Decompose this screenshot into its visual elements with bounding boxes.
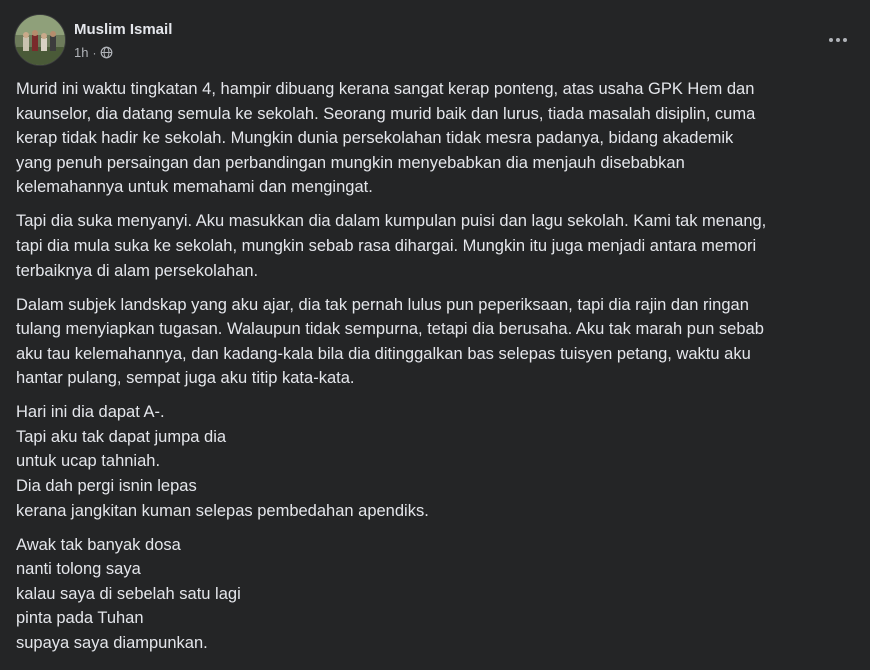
text-line: yang penuh persaingan dan perbandingan mungkin menyebabkan dia menjauh disebabkan [16,153,685,172]
text-line: kerana jangkitan kuman selepas pembedahan apendiks. [16,501,429,520]
text-line: hantar pulang, sempat juga aku titip kata-kata. [16,369,355,388]
more-options-button[interactable] [820,26,856,54]
author-name[interactable]: Muslim Ismail [74,21,173,38]
text-line: Murid ini waktu tingkatan 4, hampir dibuang kerana sangat kerap ponteng, atas usaha GPK Hem dan [16,80,755,98]
post-meta [74,45,113,60]
paragraph [16,400,852,523]
globe-icon[interactable] [100,46,113,59]
text-line: Tapi dia suka menyanyi. Aku masukkan dia dalam kumpulan puisi dan lagu sekolah. Kami tak menang, [16,212,767,231]
post-body [16,77,852,665]
text-line: Dalam subjek landskap yang aku ajar, dia tak pernah lulus pun peperiksaan, tapi dia rajin dan ringan [16,295,749,314]
meta-separator: · [92,45,97,60]
text-line: kerap tidak hadir ke sekolah. Mungkin dunia persekolahan tidak mesra padanya, bidang akademik [16,129,734,148]
more-horizontal-icon [829,38,833,42]
paragraph [16,209,852,283]
paragraph [16,533,852,656]
text-line: Tapi aku tak dapat jumpa dia [16,427,227,446]
paragraph [16,77,852,200]
more-horizontal-icon [836,38,840,42]
text-line: aku tau kelemahannya, dan kadang-kala bila dia ditinggalkan bas selepas tuisyen petang, waktu aku [16,344,751,363]
text-line: tulang menyiapkan tugasan. Walaupun tidak sempurna, tetapi dia berusaha. Aku tak marah pun sebab [16,320,764,339]
avatar[interactable] [14,14,66,66]
text-line: Awak tak banyak dosa [16,535,181,554]
text-line: untuk ucap tahniah. [16,452,161,471]
text-line: supaya saya diampunkan. [16,634,208,653]
text-line: Dia dah pergi isnin lepas [16,477,197,496]
text-line: kelemahannya untuk memahami dan mengingat. [16,178,373,197]
post-header [14,14,856,66]
text-line: nanti tolong saya [16,560,141,579]
text-line: kalau saya di sebelah satu lagi [16,584,241,603]
text-line: tapi dia mula suka ke sekolah, mungkin sebab rasa dihargai. Mungkin itu juga menjadi antara memori [16,236,757,255]
text-line: Hari ini dia dapat A-. [16,403,165,422]
text-line: terbaiknya di alam persekolahan. [16,261,259,280]
avatar-photo [15,15,66,66]
more-horizontal-icon [843,38,847,42]
paragraph [16,293,852,391]
text-line: pinta pada Tuhan [16,609,144,628]
text-line: kaunselor, dia datang semula ke sekolah. Seorang murid baik dan lurus, tiada masalah disiplin, cuma [16,104,756,123]
post-timestamp[interactable]: 1h [74,45,89,60]
